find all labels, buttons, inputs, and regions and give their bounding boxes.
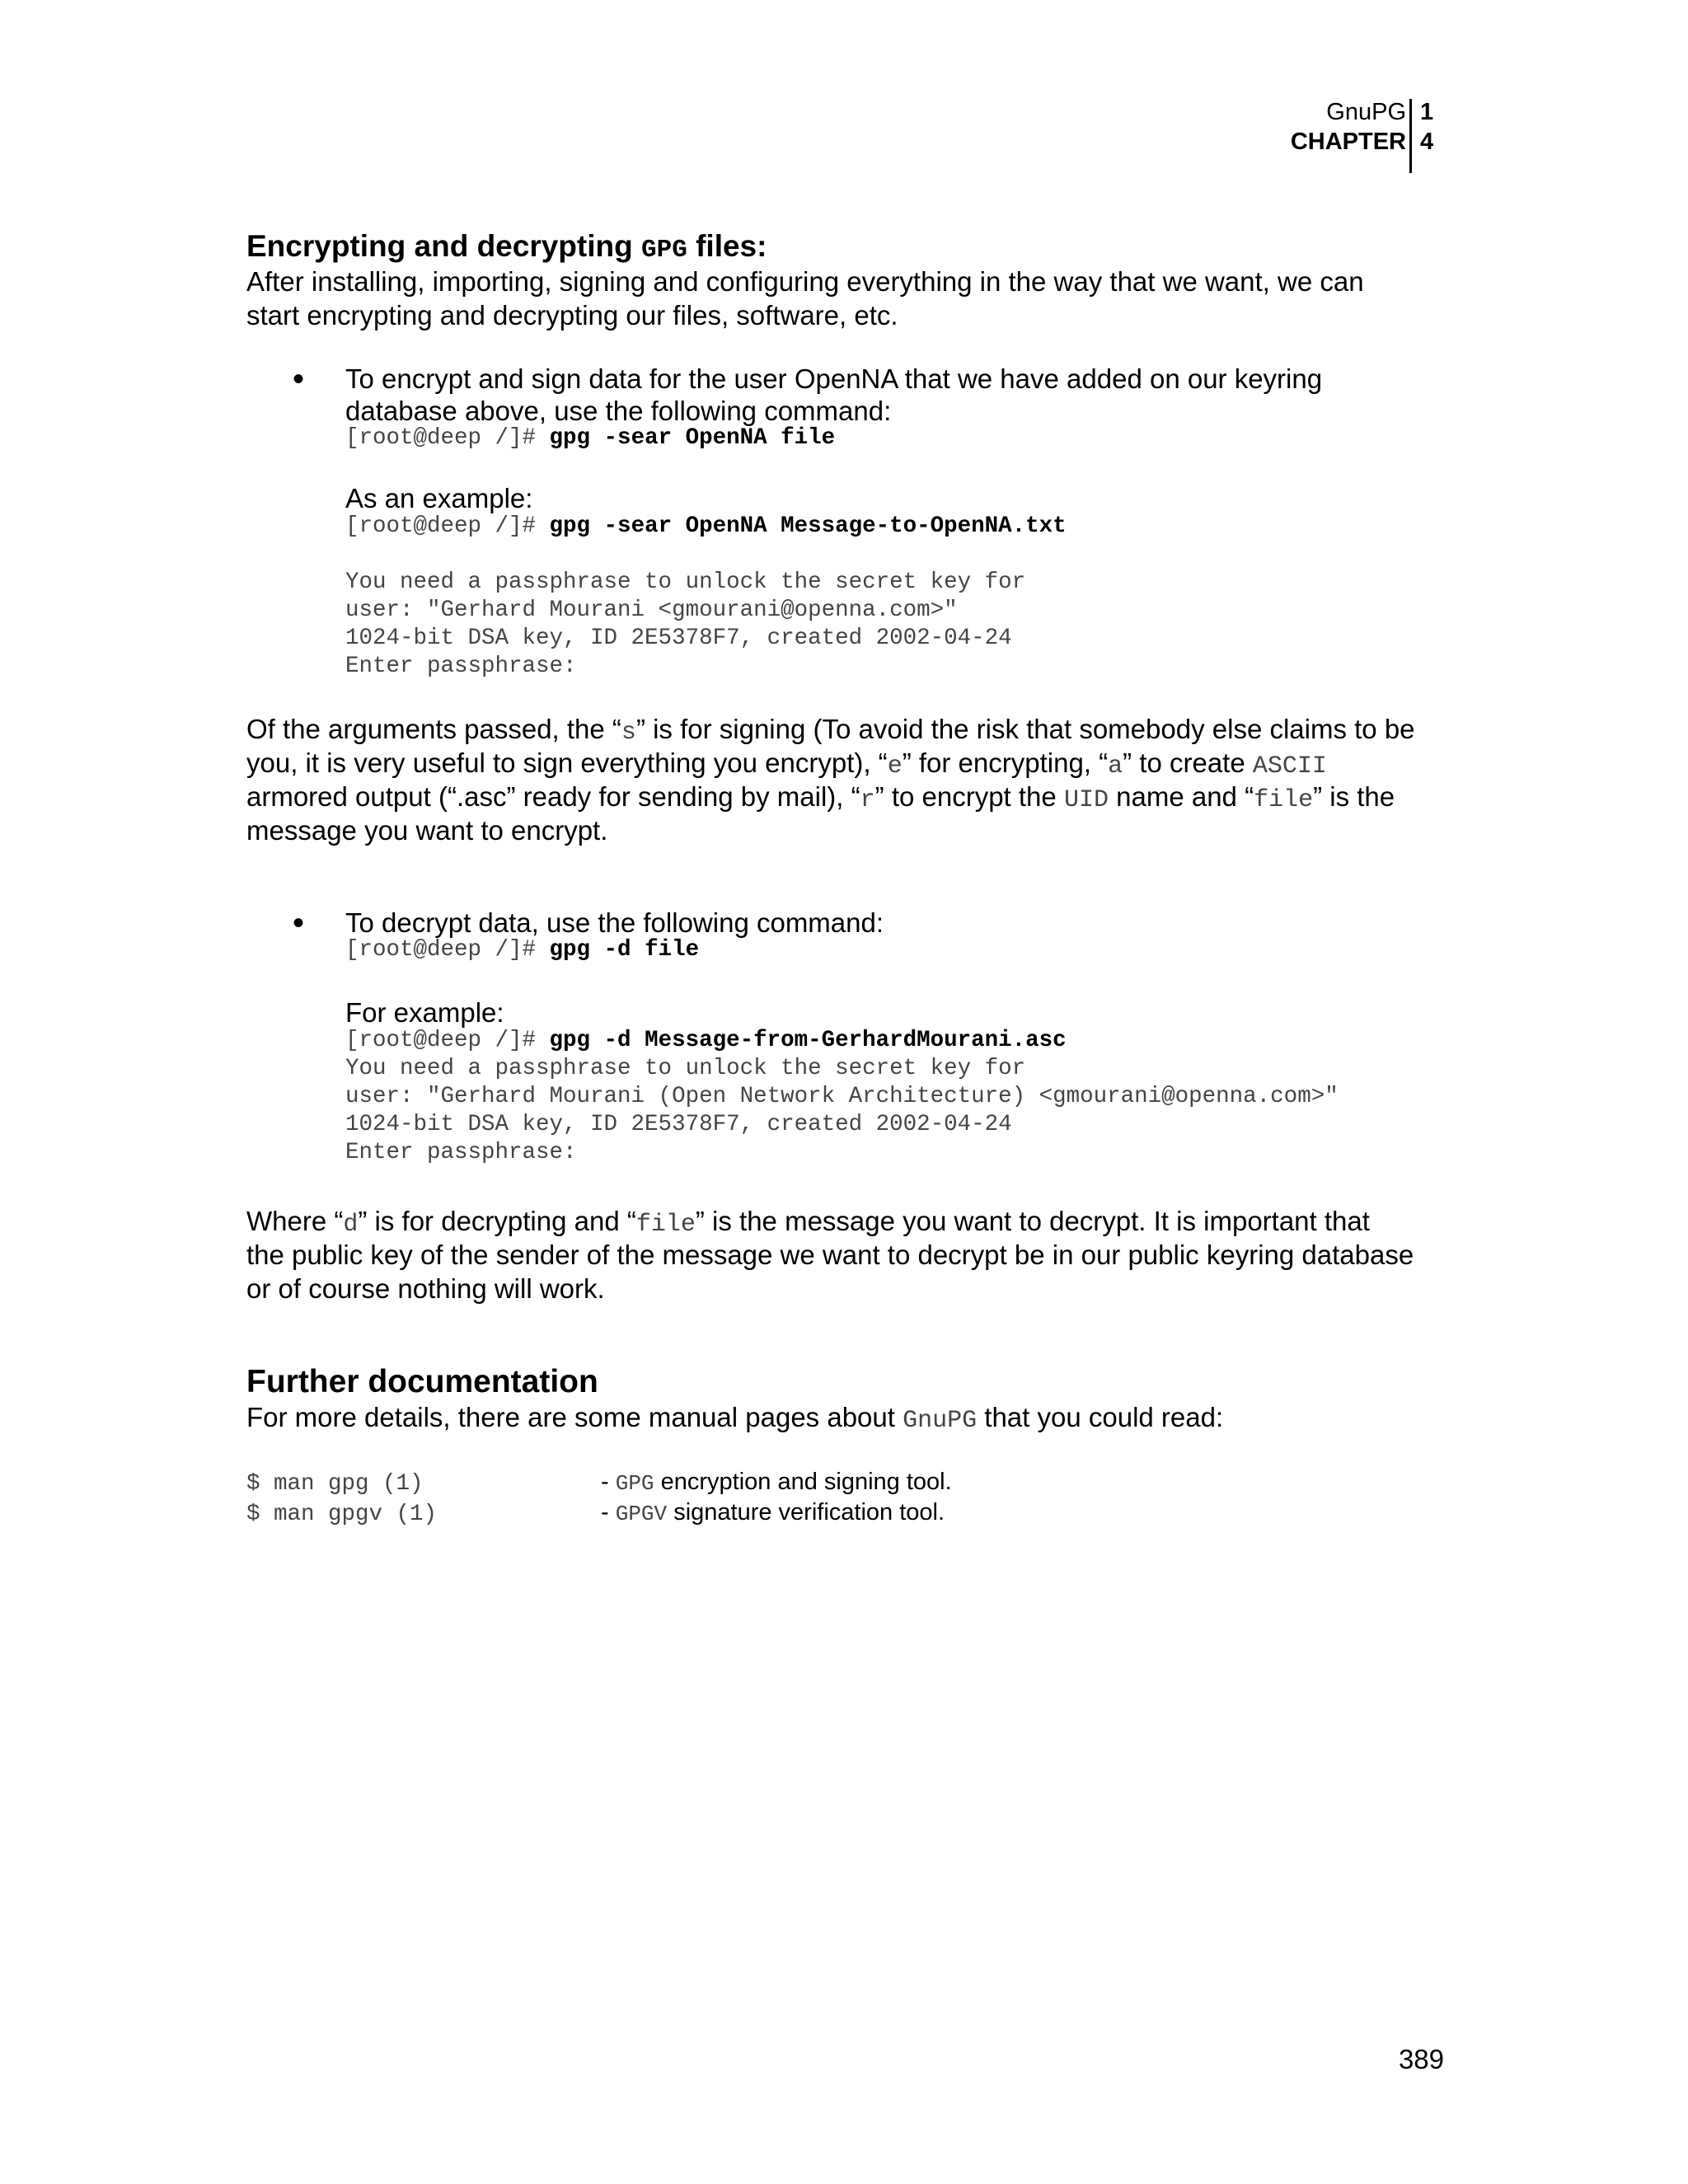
header-divider [1409, 99, 1412, 173]
output-line: Enter passphrase: [345, 654, 577, 679]
further-intro-line: For more details, there are some manual pages about GnuPG that you could read: [246, 1402, 1224, 1435]
shell-prompt: [root@deep /]# [345, 1028, 550, 1053]
command-line-3 [345, 936, 699, 964]
command-line-2 [345, 513, 1067, 541]
output-line: 1024-bit DSA key, ID 2E5378F7, created 2002-04-24 [345, 1112, 1012, 1137]
arguments-paragraph [246, 713, 1450, 848]
chapter-number-digit-1: 1 [1420, 99, 1434, 125]
arguments-line: armored output (“.asc” ready for sending by mail), “r” to encrypt the UID name and “file” is the [246, 781, 1395, 814]
man-page-description: - GPG encryption and signing tool. [601, 1469, 952, 1496]
decrypt-line: or of course nothing will work. [246, 1273, 605, 1304]
section-title-encrypting [246, 228, 767, 269]
running-header-section: GnuPG [1326, 99, 1406, 125]
output-line: You need a passphrase to unlock the secret key for [345, 569, 1026, 595]
man-page-command: $ man gpg (1) [246, 1471, 424, 1497]
page-number: 389 [1398, 2044, 1444, 2074]
intro-line: start encrypting and decrypting our files, software, etc. [246, 300, 898, 330]
example-label-1: As an example: [345, 483, 533, 513]
bullet-marker: • [293, 905, 305, 941]
decrypt-line: the public key of the sender of the message we want to decrypt be in our public keyring database [246, 1240, 1414, 1270]
title-text-end: files: [687, 229, 767, 263]
section-title-further-documentation: Further documentation [246, 1364, 598, 1399]
output-line: user: "Gerhard Mourani <gmourani@openna.com>" [345, 598, 958, 623]
shell-prompt: [root@deep /]# [345, 425, 550, 451]
example-label-2: For example: [345, 997, 504, 1028]
decrypt-line: Where “d” is for decrypting and “file” is the message you want to decrypt. It is important that [246, 1206, 1370, 1239]
shell-command: gpg -d Message-from-GerhardMourani.asc [549, 1028, 1067, 1053]
shell-command: gpg -sear OpenNA file [549, 425, 836, 451]
shell-command: gpg -sear OpenNA Message-to-OpenNA.txt [549, 513, 1067, 539]
command-output-2 [345, 1055, 1339, 1167]
shell-prompt: [root@deep /]# [345, 937, 550, 963]
command-output-1 [345, 569, 1025, 681]
title-code: GPG [641, 236, 687, 265]
bullet-1-line-2: database above, use the following command: [345, 396, 892, 426]
output-line: Enter passphrase: [345, 1140, 577, 1165]
man-page-command: $ man gpgv (1) [246, 1502, 438, 1527]
command-line-1 [345, 424, 835, 452]
output-line: 1024-bit DSA key, ID 2E5378F7, created 2002-04-24 [345, 626, 1012, 651]
intro-paragraph [246, 265, 1450, 333]
further-intro [246, 1401, 1450, 1435]
intro-line: After installing, importing, signing and configuring everything in the way that we want, we can [246, 266, 1364, 297]
command-line-4 [345, 1027, 1067, 1055]
arguments-line: message you want to encrypt. [246, 815, 608, 846]
decrypt-paragraph [246, 1205, 1450, 1306]
bullet-marker: • [293, 361, 305, 397]
man-page-description: - GPGV signature verification tool. [601, 1499, 945, 1526]
chapter-number-digit-2: 4 [1420, 129, 1434, 155]
shell-command: gpg -d file [549, 937, 700, 963]
bullet-1-line-1: To encrypt and sign data for the user OpenNA that we have added on our keyring [345, 363, 1323, 394]
arguments-line: Of the arguments passed, the “s” is for signing (To avoid the risk that somebody else claims to be [246, 714, 1415, 747]
output-line: user: "Gerhard Mourani (Open Network Architecture) <gmourani@openna.com>" [345, 1084, 1339, 1109]
bullet-2-line-1: To decrypt data, use the following command: [345, 907, 884, 938]
running-header-chapter: CHAPTER [1290, 129, 1406, 155]
output-line: You need a passphrase to unlock the secret key for [345, 1056, 1026, 1081]
arguments-line: you, it is very useful to sign everything you encrypt), “e” for encrypting, “a” to create ASCII [246, 748, 1327, 780]
title-text: Encrypting and decrypting [246, 229, 641, 263]
shell-prompt: [root@deep /]# [345, 513, 550, 539]
